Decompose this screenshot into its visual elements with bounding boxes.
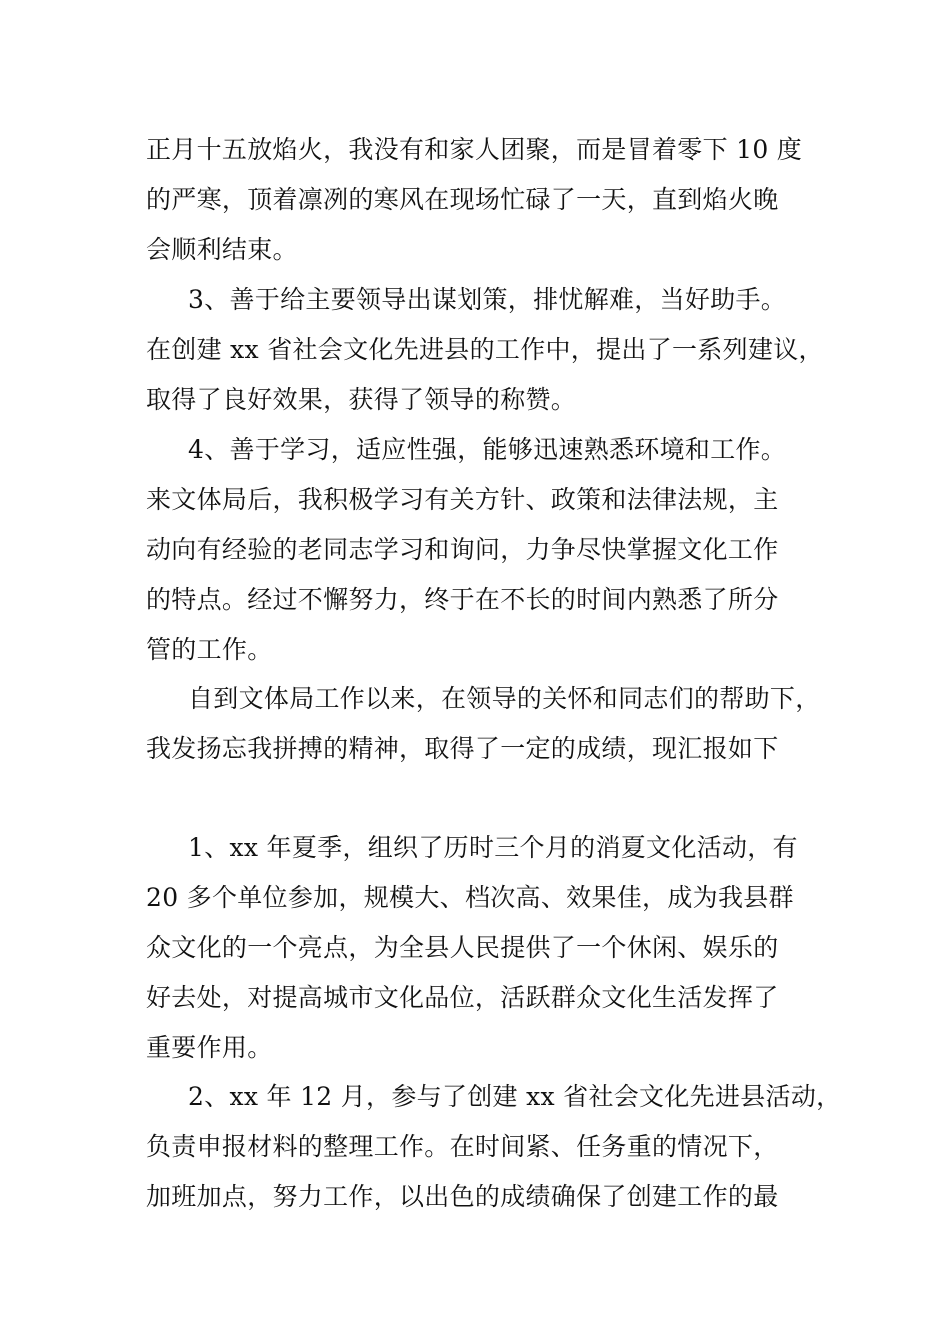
text-line: 3、善于给主要领导出谋划策，排忧解难，当好助手。: [188, 285, 787, 314]
text-line: 重要作用。: [146, 1033, 273, 1062]
text-line: 负责申报材料的整理工作。在时间紧、任务重的情况下，: [146, 1132, 779, 1161]
text-line: 20 多个单位参加，规模大、档次高、效果佳，成为我县群: [146, 883, 794, 912]
text-line: 管的工作。: [146, 635, 273, 664]
text-line: 取得了良好效果，获得了领导的称赞。: [146, 385, 577, 414]
text-line: 来文体局后，我积极学习有关方针、政策和法律法规，主: [146, 485, 779, 514]
text-line: 2、xx 年 12 月，参与了创建 xx 省社会文化先进县活动，: [188, 1082, 842, 1111]
text-line: 的严寒，顶着凛冽的寒风在现场忙碌了一天，直到焰火晚: [146, 185, 779, 214]
text-line: 会顺利结束。: [146, 235, 298, 264]
text-line: 好去处，对提高城市文化品位，活跃群众文化生活发挥了: [146, 983, 779, 1012]
text-line: 加班加点，努力工作，以出色的成绩确保了创建工作的最: [146, 1182, 779, 1211]
text-line: 4、善于学习，适应性强，能够迅速熟悉环境和工作。: [188, 435, 787, 464]
text-line: 的特点。经过不懈努力，终于在不长的时间内熟悉了所分: [146, 585, 779, 614]
text-line: 动向有经验的老同志学习和询问，力争尽快掌握文化工作: [146, 535, 779, 564]
text-line: 1、xx 年夏季，组织了历时三个月的消夏文化活动，有: [188, 833, 798, 862]
text-line: 我发扬忘我拼搏的精神，取得了一定的成绩，现汇报如下: [146, 734, 779, 763]
text-line: 在创建 xx 省社会文化先进县的工作中，提出了一系列建议，: [146, 335, 824, 364]
text-line: 正月十五放焰火，我没有和家人团聚，而是冒着零下 10 度: [146, 135, 803, 164]
text-line: 自到文体局工作以来，在领导的关怀和同志们的帮助下，: [188, 684, 821, 713]
text-line: 众文化的一个亮点，为全县人民提供了一个休闲、娱乐的: [146, 933, 779, 962]
